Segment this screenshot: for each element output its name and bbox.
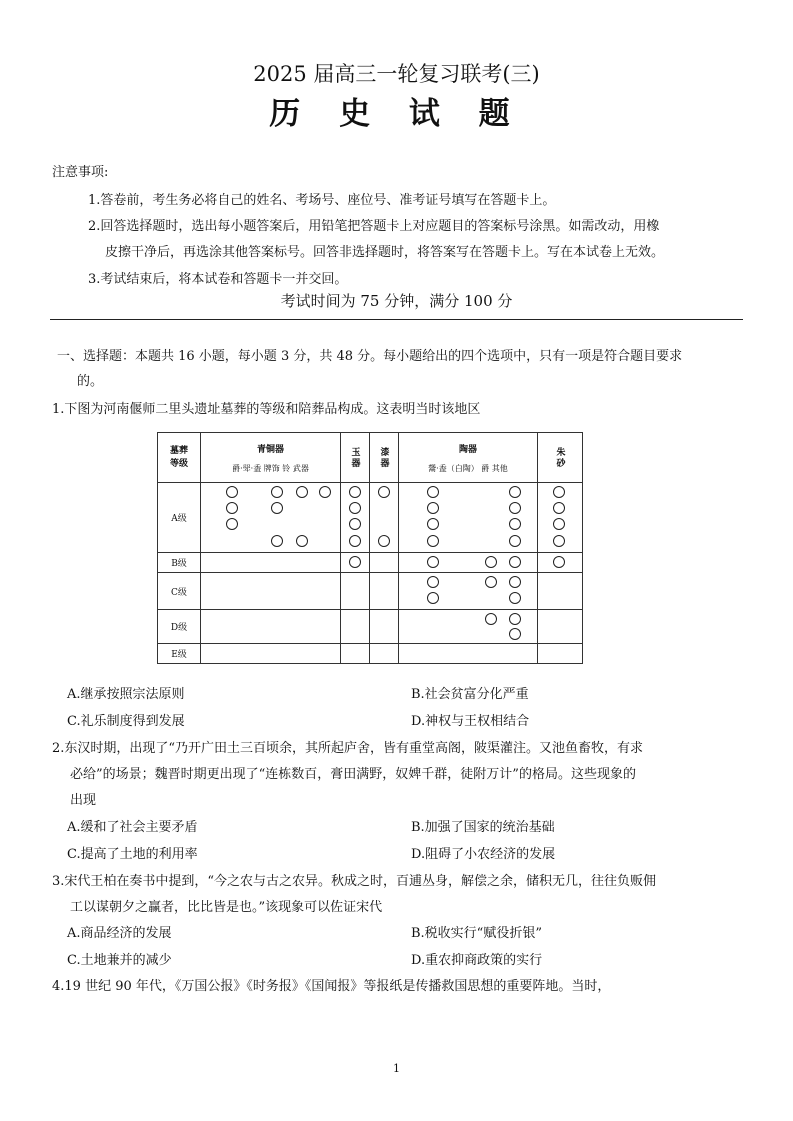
burial-item-marker <box>378 535 390 547</box>
divider-line <box>50 319 743 320</box>
header-bronze: 青铜器 爵·斝·盉 牌饰 铃 武器 <box>201 433 341 483</box>
cell <box>538 483 583 553</box>
burial-item-marker <box>226 502 238 514</box>
burial-item-marker <box>509 486 521 498</box>
exam-title: 2025 届高三一轮复习联考(三) <box>253 62 540 86</box>
cell <box>538 573 583 610</box>
question-4-stem: 4.19 世纪 90 年代，《万国公报》《时务报》《国闻报》等报纸是传播救国思想的重要阵地。当时， <box>52 979 611 994</box>
option-c: C.土地兼并的减少 <box>67 953 172 968</box>
question-2-stem: 2.东汉时期，出现了“乃开广田土三百顷余，其所起庐舍，皆有重堂高阁，陂渠灌注。又池鱼畜牧，有求 <box>52 741 644 756</box>
question-3-stem-cont: 工以谋朝夕之赢者，比比皆是也。”该现象可以佐证宋代 <box>70 900 383 915</box>
option-a: A.商品经济的发展 <box>67 926 172 941</box>
cell <box>370 644 399 664</box>
option-b: B.加强了国家的统治基础 <box>411 820 555 835</box>
cell <box>370 483 399 553</box>
row-label: A级 <box>158 483 201 553</box>
question-2-stem-cont: 出现 <box>70 793 97 808</box>
notice-item: 3.考试结束后，将本试卷和答题卡一并交回。 <box>88 272 348 287</box>
burial-item-marker <box>349 518 361 530</box>
row-label: C级 <box>158 573 201 610</box>
burial-item-marker <box>296 535 308 547</box>
cell <box>201 553 341 573</box>
cell <box>201 644 341 664</box>
burial-item-marker <box>427 556 439 568</box>
cell <box>370 573 399 610</box>
header-grade: 墓葬等级 <box>158 433 201 483</box>
burial-item-marker <box>509 502 521 514</box>
notice-item: 皮擦干净后，再选涂其他答案标号。回答非选择题时，将答案写在答题卡上。写在本试卷上无效。 <box>105 245 665 260</box>
burial-item-marker <box>509 518 521 530</box>
cell <box>370 610 399 644</box>
burial-item-marker <box>553 518 565 530</box>
burial-item-marker <box>553 486 565 498</box>
burial-item-marker <box>509 556 521 568</box>
option-c: C.提高了土地的利用率 <box>67 847 198 862</box>
burial-item-marker <box>378 486 390 498</box>
page-number: 1 <box>393 1062 400 1075</box>
option-d: D.阻碍了小农经济的发展 <box>411 847 556 862</box>
notice-item: 1.答卷前，考生务必将自己的姓名、考场号、座位号、准考证号填写在答题卡上。 <box>88 193 556 208</box>
option-b: B.税收实行“赋役折银” <box>411 926 542 941</box>
row-label: E级 <box>158 644 201 664</box>
cell <box>399 573 538 610</box>
burial-item-marker <box>553 556 565 568</box>
cell <box>341 610 370 644</box>
burial-item-marker <box>485 576 497 588</box>
burial-item-marker <box>509 576 521 588</box>
cell <box>341 483 370 553</box>
cell <box>341 573 370 610</box>
question-2-stem-cont: 必给”的场景；魏晋时期更出现了“连栋数百，膏田满野，奴婢千群，徒附万计”的格局。这些现象的 <box>70 767 636 782</box>
notice-heading: 注意事项: <box>52 165 109 180</box>
row-label: B级 <box>158 553 201 573</box>
burial-item-marker <box>509 592 521 604</box>
exam-time-info: 考试时间为 75 分钟，满分 100 分 <box>280 292 513 310</box>
tomb-table <box>157 432 583 664</box>
burial-item-marker <box>485 613 497 625</box>
cell <box>399 644 538 664</box>
row-label: D级 <box>158 610 201 644</box>
section-heading: 一、选择题：本题共 16 小题，每小题 3 分，共 48 分。每小题给出的四个选项中，只有一项是符合题目要求 <box>57 349 683 364</box>
burial-item-marker <box>427 518 439 530</box>
burial-item-marker <box>349 502 361 514</box>
header-lacquer: 漆器 <box>370 433 399 483</box>
cell <box>201 483 341 553</box>
option-a: A.缓和了社会主要矛盾 <box>67 820 198 835</box>
cell <box>538 610 583 644</box>
burial-item-marker <box>485 556 497 568</box>
burial-item-marker <box>271 502 283 514</box>
cell <box>399 553 538 573</box>
burial-item-marker <box>427 576 439 588</box>
burial-item-marker <box>349 556 361 568</box>
header-pottery: 陶器 鬶·盉（白陶） 爵 其他 <box>399 433 538 483</box>
cell <box>201 610 341 644</box>
cell <box>538 553 583 573</box>
section-heading-cont: 的。 <box>77 374 104 389</box>
burial-item-marker <box>553 535 565 547</box>
burial-item-marker <box>509 613 521 625</box>
question-3-stem: 3.宋代王柏在奏书中提到，“今之农与古之农异。秋成之时，百逋丛身，解偿之余，储积无几，往往负贩佣 <box>52 874 657 889</box>
burial-item-marker <box>553 502 565 514</box>
cell <box>370 553 399 573</box>
option-b: B.社会贫富分化严重 <box>411 687 529 702</box>
burial-item-marker <box>427 486 439 498</box>
burial-item-marker <box>349 486 361 498</box>
burial-item-marker <box>509 535 521 547</box>
burial-item-marker <box>296 486 308 498</box>
cell <box>341 644 370 664</box>
notice-item: 2.回答选择题时，选出每小题答案后，用铅笔把答题卡上对应题目的答案标号涂黑。如需改动，用橡 <box>88 219 660 234</box>
subject-title: 历 史 试 题 <box>269 96 524 132</box>
burial-item-marker <box>226 518 238 530</box>
cell <box>201 573 341 610</box>
burial-item-marker <box>319 486 331 498</box>
burial-item-marker <box>427 592 439 604</box>
header-jade: 玉器 <box>341 433 370 483</box>
cell <box>341 553 370 573</box>
header-cinnabar: 朱砂 <box>538 433 583 483</box>
option-d: D.重农抑商政策的实行 <box>411 953 543 968</box>
option-a: A.继承按照宗法原则 <box>67 687 185 702</box>
burial-item-marker <box>349 535 361 547</box>
burial-item-marker <box>271 486 283 498</box>
burial-item-marker <box>427 502 439 514</box>
question-1-stem: 1.下图为河南偃师二里头遗址墓葬的等级和陪葬品构成。这表明当时该地区 <box>52 402 481 417</box>
cell <box>538 644 583 664</box>
burial-item-marker <box>509 628 521 640</box>
burial-item-marker <box>226 486 238 498</box>
burial-item-marker <box>427 535 439 547</box>
option-d: D.神权与王权相结合 <box>411 714 530 729</box>
cell <box>399 610 538 644</box>
cell <box>399 483 538 553</box>
burial-item-marker <box>271 535 283 547</box>
option-c: C.礼乐制度得到发展 <box>67 714 185 729</box>
